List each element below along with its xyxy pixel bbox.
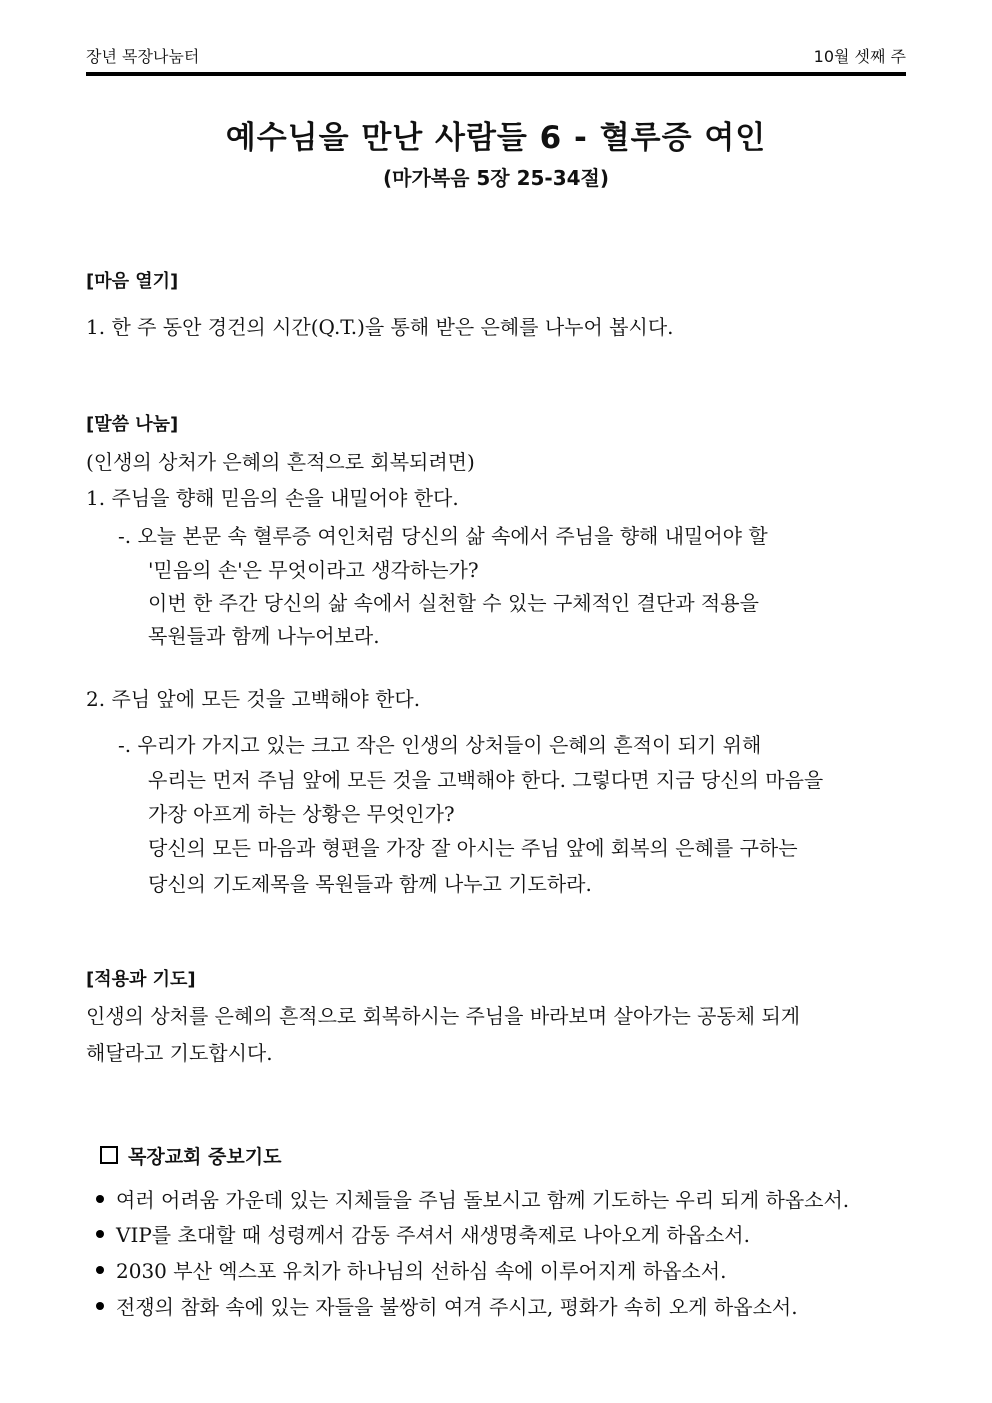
bullet-icon bbox=[96, 1302, 104, 1310]
word-item-2-line: 당신의 모든 마음과 형편을 가장 잘 아시는 주님 앞에 회복의 은혜를 구하는 bbox=[148, 836, 798, 860]
word-item-2-line: -. 우리가 가지고 있는 크고 작은 인생의 상처들이 은혜의 흔적이 되기 위해 bbox=[118, 733, 762, 757]
bullet-icon bbox=[96, 1195, 104, 1203]
bullet-icon bbox=[96, 1266, 104, 1274]
word-item-1-line: 이번 한 주간 당신의 삶 속에서 실천할 수 있는 구체적인 결단과 적용을 bbox=[148, 591, 759, 615]
word-item-1-line: -. 오늘 본문 속 혈루증 여인처럼 당신의 삶 속에서 주님을 향해 내밀어야 할 bbox=[118, 524, 768, 548]
section-heading-apply: [적용과 기도] bbox=[86, 969, 196, 990]
word-item-2-line: 당신의 기도제목을 목원들과 함께 나누고 기도하라. bbox=[148, 872, 592, 896]
page-header bbox=[86, 44, 906, 68]
header-divider bbox=[86, 72, 906, 76]
word-intro: (인생의 상처가 은혜의 흔적으로 회복되려면) bbox=[86, 450, 475, 474]
word-item-2-title: 2. 주님 앞에 모든 것을 고백해야 한다. bbox=[86, 687, 421, 711]
intercession-heading-text: 목장교회 중보기도 bbox=[128, 1146, 282, 1168]
scripture-reference: (마가복음 5장 25-34절) bbox=[382, 166, 609, 190]
intercession-item-text: 2030 부산 엑스포 유치가 하나님의 선하심 속에 이루어지게 하옵소서. bbox=[116, 1259, 727, 1283]
section-heading-word: [말씀 나눔] bbox=[86, 414, 179, 435]
word-item-1-title: 1. 주님을 향해 믿음의 손을 내밀어야 한다. bbox=[86, 486, 459, 510]
intercession-heading bbox=[100, 1142, 281, 1169]
intercession-item bbox=[96, 1291, 798, 1320]
word-item-2-line: 우리는 먼저 주님 앞에 모든 것을 고백해야 한다. 그렇다면 지금 당신의 마음을 bbox=[148, 768, 824, 792]
word-item-1-line: 목원들과 함께 나누어보라. bbox=[148, 624, 380, 648]
apply-line: 인생의 상처를 은혜의 흔적으로 회복하시는 주님을 바라보며 살아가는 공동체 되게 bbox=[86, 1004, 801, 1028]
intercession-item-text: 전쟁의 참화 속에 있는 자들을 불쌍히 여겨 주시고, 평화가 속히 오게 하옵소서. bbox=[116, 1295, 798, 1319]
header-left: 장년 목장나눔터 bbox=[86, 47, 200, 66]
bullet-icon bbox=[96, 1230, 104, 1238]
intercession-item-text: VIP를 초대할 때 성령께서 감동 주셔서 새생명축제로 나아오게 하옵소서. bbox=[116, 1223, 750, 1247]
intercession-item bbox=[96, 1255, 726, 1284]
word-item-1-line: '믿음의 손'은 무엇이라고 생각하는가? bbox=[148, 558, 479, 582]
page-title: 예수님을 만난 사람들 6 - 혈루증 여인 bbox=[225, 120, 767, 156]
header-right: 10월 셋째 주 bbox=[813, 47, 906, 66]
intercession-item bbox=[96, 1219, 750, 1248]
section-heading-open: [마음 열기] bbox=[86, 271, 179, 292]
checkbox-square-icon bbox=[100, 1146, 118, 1164]
word-item-2-line: 가장 아프게 하는 상황은 무엇인가? bbox=[148, 802, 455, 826]
intercession-item bbox=[96, 1184, 849, 1213]
apply-line: 해달라고 기도합시다. bbox=[86, 1041, 273, 1065]
intercession-item-text: 여러 어려움 가운데 있는 지체들을 주님 돌보시고 함께 기도하는 우리 되게 하옵소서. bbox=[116, 1188, 850, 1212]
open-item-1: 1. 한 주 동안 경건의 시간(Q.T.)을 통해 받은 은혜를 나누어 봅시다. bbox=[86, 315, 674, 339]
